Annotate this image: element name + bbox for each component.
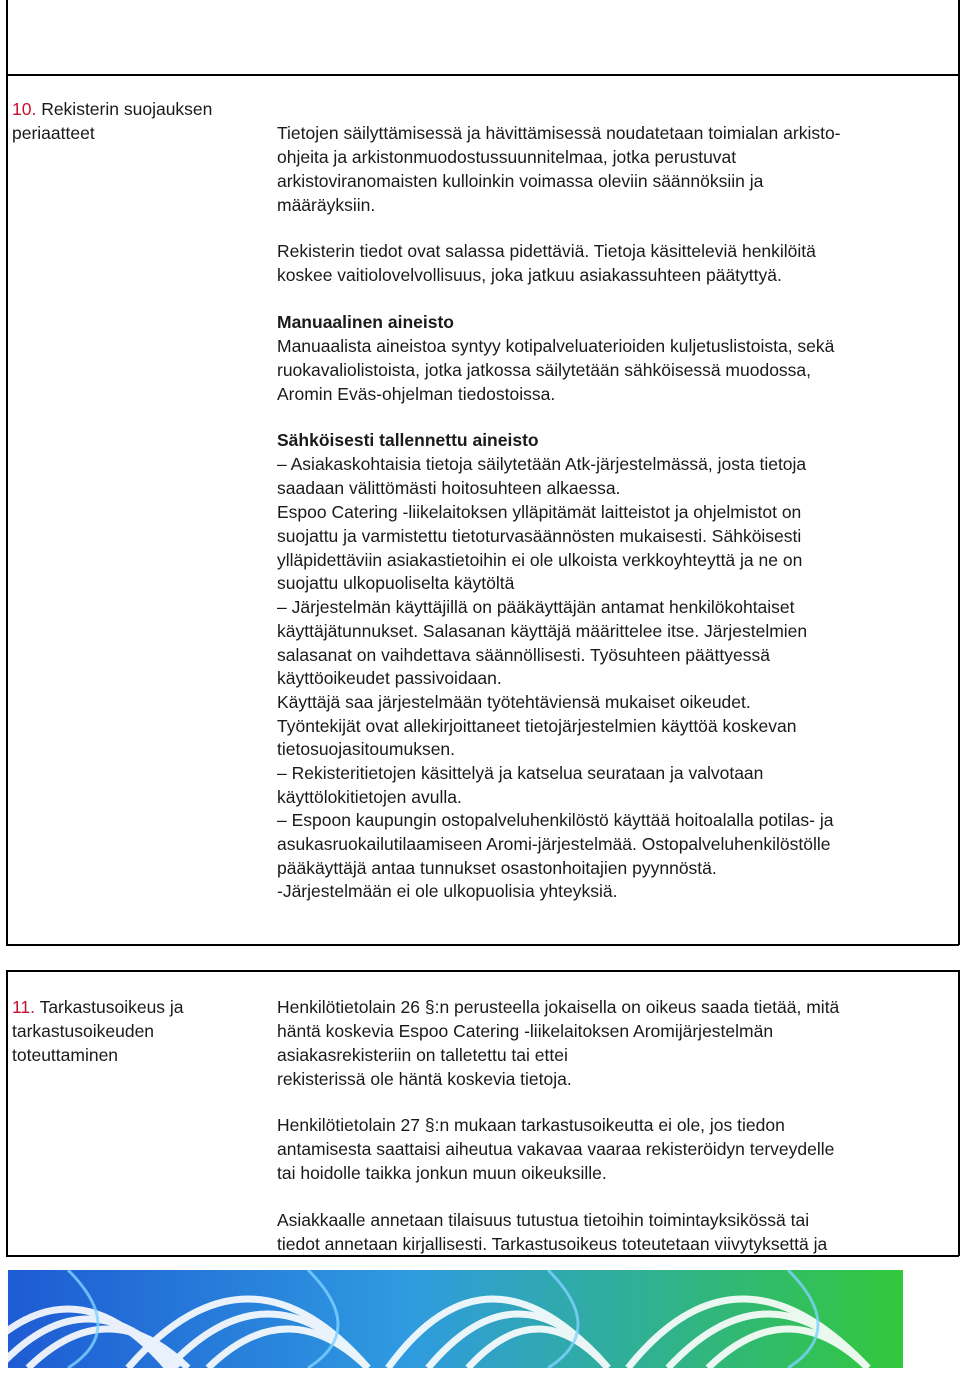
- table-top-border: [6, 74, 959, 76]
- text-line: määräyksiin.: [277, 195, 376, 215]
- table2-top-border: [6, 970, 959, 972]
- table-left-border: [6, 0, 8, 945]
- table2-right-border: [958, 970, 960, 1256]
- text-line: Espoo Catering -liikelaitoksen ylläpitämät laitteistot ja ohjelmistot on: [277, 502, 802, 522]
- text-line: antamisesta saattaisi aiheutua vakavaa vaaraa rekisteröidyn terveydelle: [277, 1139, 835, 1159]
- table-row-divider: [6, 944, 959, 946]
- text-line: häntä koskevia Espoo Catering -liikelaitoksen Aromijärjestelmän: [277, 1021, 774, 1041]
- text-line: Manuaalista aineistoa syntyy kotipalveluaterioiden kuljetuslistoista, sekä: [277, 336, 835, 356]
- section-11-title-line2: tarkastusoikeuden: [12, 1021, 155, 1041]
- electronic-heading: Sähköisesti tallennettu aineisto: [277, 430, 539, 450]
- text-line: ohjeita ja arkistonmuodostussuunnitelmaa, jotka perustuvat: [277, 147, 737, 167]
- text-line: käyttölokitietojen avulla.: [277, 787, 462, 807]
- text-line: Rekisterin tiedot ovat salassa pidettäviä. Tietoja käsitteleviä henkilöitä: [277, 241, 816, 261]
- text-line: Asiakkaalle annetaan tilaisuus tutustua tietoihin toimintayksikössä tai: [277, 1210, 810, 1230]
- section-11-number: 11.: [12, 997, 36, 1017]
- text-line: Henkilötietolain 26 §:n perusteella jokaisella on oikeus saada tietää, mitä: [277, 997, 840, 1017]
- section-10-number: 10.: [12, 99, 37, 119]
- text-line: saadaan välittömästi hoitosuhteen alkaessa.: [277, 478, 621, 498]
- text-line: -Järjestelmään ei ole ulkopuolisia yhteyksiä.: [277, 881, 618, 901]
- text-line: suojattu ja varmistettu tietoturvasäännösten mukaisesti. Sähköisesti: [277, 526, 802, 546]
- text-line: tai hoidolle taikka jonkun muun oikeuksille.: [277, 1163, 607, 1183]
- text-line: Käyttäjä saa järjestelmään työtehtäviensä mukaiset oikeudet.: [277, 692, 751, 712]
- section-10-label: [12, 98, 212, 122]
- text-line: Työntekijät ovat allekirjoittaneet tietojärjestelmien käyttöä koskevan: [277, 716, 797, 736]
- text-line: arkistoviranomaisten kulloinkin voimassa oleviin säännöksiin ja: [277, 171, 764, 191]
- section-11-title-line3: toteuttaminen: [12, 1045, 119, 1065]
- text-line: tiedot annetaan kirjallisesti. Tarkastusoikeus toteutetaan viivytyksettä ja: [277, 1234, 828, 1254]
- text-line: Henkilötietolain 27 §:n mukaan tarkastusoikeutta ei ole, jos tiedon: [277, 1115, 785, 1135]
- text-line: ylläpidettäviin asiakastietoihin ei ole ulkoista verkkoyhteyttä ja ne on: [277, 550, 803, 570]
- table2-left-border: [6, 970, 8, 1256]
- section-11-label: [12, 996, 184, 1020]
- text-line: asiakasrekisteriin on talletettu tai ettei: [277, 1045, 568, 1065]
- section-10-title-line2: periaatteet: [12, 123, 95, 143]
- footer-wave-graphic: [8, 1270, 903, 1368]
- section-11-title: Tarkastusoikeus ja: [35, 997, 184, 1017]
- text-line: tietosuojasitoumuksen.: [277, 739, 456, 759]
- text-line: käyttäjätunnukset. Salasanan käyttäjä määrittelee itse. Järjestelmien: [277, 621, 808, 641]
- table-right-border: [958, 0, 960, 945]
- text-line: Aromin Eväs-ohjelman tiedostoissa.: [277, 384, 556, 404]
- text-line: suojattu ulkopuoliselta käytöltä: [277, 573, 515, 593]
- text-line: asukasruokailutilaamiseen Aromi-järjestelmää. Ostopalveluhenkilöstölle: [277, 834, 831, 854]
- text-line: ruokavaliolistoista, jotka jatkossa säilytetään sähköisessä muodossa,: [277, 360, 812, 380]
- text-line: pääkäyttäjä antaa tunnukset osastonhoitajien pyynnöstä.: [277, 858, 717, 878]
- manual-heading: Manuaalinen aineisto: [277, 312, 454, 332]
- text-line: salasanat on vaihdettava säännöllisesti. Työsuhteen päättyessä: [277, 645, 770, 665]
- section-10-title: Rekisterin suojauksen: [36, 99, 213, 119]
- text-line: – Espoon kaupungin ostopalveluhenkilöstö käyttää hoitoalalla potilas- ja: [277, 810, 834, 830]
- text-line: koskee vaitiolovelvollisuus, joka jatkuu asiakassuhteen päätyttyä.: [277, 265, 782, 285]
- text-line: – Järjestelmän käyttäjillä on pääkäyttäjän antamat henkilökohtaiset: [277, 597, 795, 617]
- text-line: Tietojen säilyttämisessä ja hävittämisessä noudatetaan toimialan arkisto-: [277, 123, 841, 143]
- text-line: rekisterissä ole häntä koskevia tietoja.: [277, 1069, 572, 1089]
- footer-decorative-band: [8, 1270, 903, 1368]
- text-line: – Rekisteritietojen käsittelyä ja katselua seurataan ja valvotaan: [277, 763, 764, 783]
- text-line: käyttöoikeudet passivoidaan.: [277, 668, 502, 688]
- text-line: – Asiakaskohtaisia tietoja säilytetään Atk-järjestelmässä, josta tietoja: [277, 454, 807, 474]
